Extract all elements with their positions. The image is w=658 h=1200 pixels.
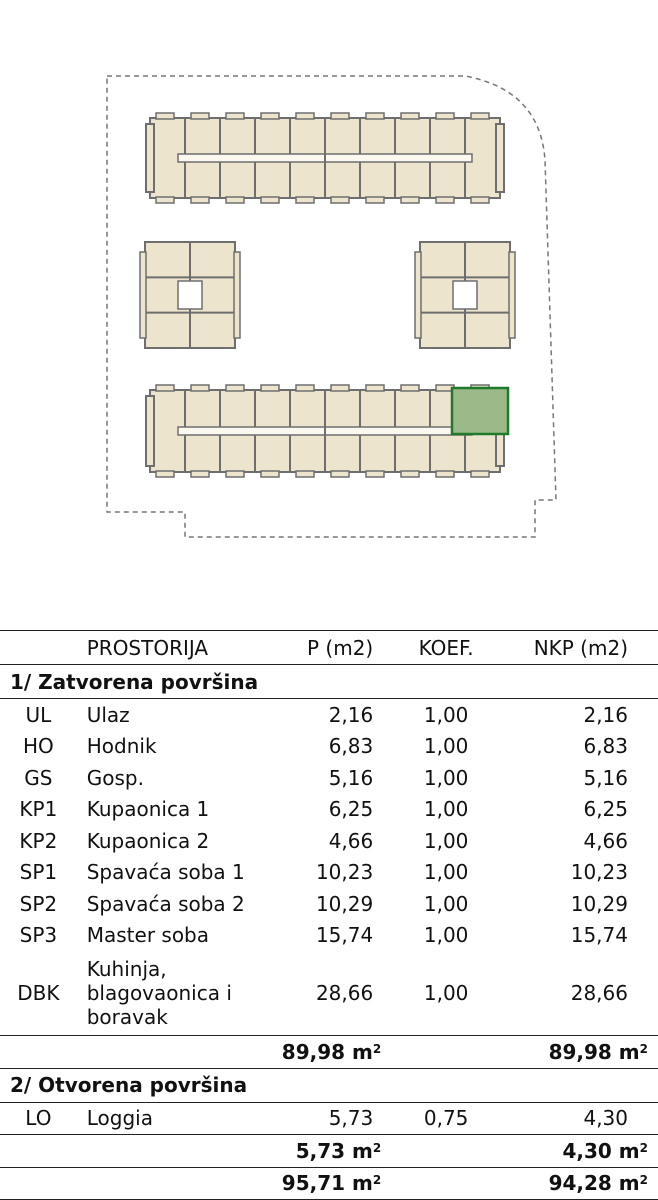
floor-plan-room bbox=[146, 396, 154, 466]
header-room: PROSTORIJA bbox=[86, 635, 209, 660]
floor-plan-balcony bbox=[261, 113, 279, 119]
floor-plan-balcony bbox=[509, 252, 515, 338]
header-coef: KOEF. bbox=[418, 635, 474, 660]
table-row bbox=[0, 794, 658, 826]
floor-plan-balcony bbox=[191, 471, 209, 477]
subtotal-area: 5,73 $m^2$ bbox=[295, 1138, 382, 1163]
floor-plan-balcony bbox=[191, 197, 209, 203]
floor-plan-balcony bbox=[415, 252, 421, 338]
floor-plan-balcony bbox=[366, 197, 384, 203]
room-coef: 1,00 bbox=[423, 734, 469, 759]
table-row bbox=[0, 951, 658, 1036]
table-header-row bbox=[0, 631, 658, 665]
room-area: 5,16 bbox=[328, 765, 374, 790]
room-code: HO bbox=[22, 734, 54, 759]
table-row bbox=[0, 857, 658, 889]
room-name: Gosp. bbox=[86, 765, 144, 790]
room-area: 15,74 bbox=[315, 923, 374, 948]
room-code: KP1 bbox=[19, 797, 58, 822]
table-row bbox=[0, 731, 658, 763]
section-closed-title-row bbox=[0, 665, 658, 699]
section-open-subtotal-row bbox=[0, 1135, 658, 1168]
area-table bbox=[0, 630, 658, 1200]
header-area: P (m2) bbox=[306, 635, 374, 660]
floor-plan-balcony bbox=[140, 252, 146, 338]
table-row bbox=[0, 888, 658, 920]
floor-plan-balcony bbox=[296, 471, 314, 477]
header-nkp: NKP (m2) bbox=[533, 635, 628, 660]
table-row bbox=[0, 920, 658, 952]
room-nkp: 2,16 bbox=[583, 702, 628, 727]
room-coef: 0,75 bbox=[423, 1106, 469, 1131]
section-open-title-row bbox=[0, 1068, 658, 1102]
room-name: Hodnik bbox=[86, 734, 157, 759]
room-nkp: 5,16 bbox=[583, 765, 628, 790]
floor-plan-balcony bbox=[234, 252, 240, 338]
floor-plan-balcony bbox=[366, 385, 384, 391]
floor-plan-balcony bbox=[401, 197, 419, 203]
floor-plan-balcony bbox=[156, 471, 174, 477]
room-code: GS bbox=[24, 765, 53, 790]
floor-plan-balcony bbox=[401, 385, 419, 391]
table-row bbox=[0, 762, 658, 794]
floor-plan-balcony bbox=[331, 471, 349, 477]
room-coef: 1,00 bbox=[423, 923, 469, 948]
room-nkp: 4,30 bbox=[583, 1106, 628, 1131]
total-area: 95,71 $m^2$ bbox=[281, 1171, 382, 1196]
room-nkp: 28,66 bbox=[570, 981, 628, 1005]
highlighted-apartment bbox=[452, 388, 508, 434]
floor-plan-balcony bbox=[401, 471, 419, 477]
table-row bbox=[0, 1102, 658, 1135]
room-code: KP2 bbox=[19, 828, 58, 853]
room-nkp: 10,23 bbox=[570, 860, 628, 885]
total-nkp: 94,28 $m^2$ bbox=[548, 1171, 648, 1196]
room-code: UL bbox=[25, 702, 52, 727]
floor-plan-balcony bbox=[156, 113, 174, 119]
floor-plan-balcony bbox=[226, 385, 244, 391]
floor-plan-balcony bbox=[226, 113, 244, 119]
floor-plan-balcony bbox=[436, 197, 454, 203]
room-coef: 1,00 bbox=[423, 797, 469, 822]
room-name: Kuhinja, blagovaonica i boravak bbox=[86, 957, 232, 1029]
floor-plan-balcony bbox=[296, 385, 314, 391]
room-area: 6,25 bbox=[328, 797, 374, 822]
room-area: 6,83 bbox=[328, 734, 374, 759]
room-coef: 1,00 bbox=[423, 860, 469, 885]
room-code: LO bbox=[25, 1106, 52, 1131]
room-nkp: 10,29 bbox=[570, 891, 628, 916]
room-code: DBK bbox=[17, 981, 60, 1005]
floor-plan-balcony bbox=[471, 197, 489, 203]
table-row bbox=[0, 825, 658, 857]
section-closed-title: 1/ Zatvorena površina bbox=[10, 669, 259, 694]
floor-plan-stair bbox=[178, 281, 202, 309]
room-name: Spavaća soba 1 bbox=[86, 860, 245, 885]
subtotal-area: 89,98 $m^2$ bbox=[281, 1039, 382, 1064]
floor-plan-stair bbox=[453, 281, 477, 309]
room-code: SP3 bbox=[19, 923, 58, 948]
room-coef: 1,00 bbox=[423, 828, 469, 853]
floor-plan-balcony bbox=[226, 471, 244, 477]
room-name: Ulaz bbox=[86, 702, 130, 727]
subtotal-nkp: 4,30 $m^2$ bbox=[562, 1138, 648, 1163]
room-name: Master soba bbox=[86, 923, 209, 948]
floor-plan-balcony bbox=[331, 113, 349, 119]
room-nkp: 6,25 bbox=[583, 797, 628, 822]
room-name: Spavaća soba 2 bbox=[86, 891, 245, 916]
room-code: SP2 bbox=[19, 891, 58, 916]
subtotal-nkp: 89,98 $m^2$ bbox=[548, 1039, 648, 1064]
header-code bbox=[0, 631, 77, 665]
room-area: 2,16 bbox=[328, 702, 374, 727]
room-coef: 1,00 bbox=[423, 702, 469, 727]
room-nkp: 15,74 bbox=[570, 923, 628, 948]
floor-plan-balcony bbox=[226, 197, 244, 203]
floor-plan-room bbox=[496, 124, 504, 192]
floor-plan-balcony bbox=[471, 113, 489, 119]
room-name: Kupaonica 1 bbox=[86, 797, 210, 822]
floor-plan-balcony bbox=[296, 113, 314, 119]
section-closed-subtotal-row bbox=[0, 1036, 658, 1069]
floor-plan-balcony bbox=[331, 197, 349, 203]
floor-plan-balcony bbox=[401, 113, 419, 119]
floor-plan-balcony bbox=[191, 113, 209, 119]
floor-plan-balcony bbox=[191, 385, 209, 391]
grand-total-row bbox=[0, 1167, 658, 1200]
floor-plan-balcony bbox=[436, 471, 454, 477]
floor-plan-balcony bbox=[261, 471, 279, 477]
floor-plan-balcony bbox=[261, 385, 279, 391]
room-area: 4,66 bbox=[328, 828, 374, 853]
floor-plan-balcony bbox=[156, 197, 174, 203]
floor-plan-balcony bbox=[296, 197, 314, 203]
floor-plan-balcony bbox=[471, 471, 489, 477]
floor-plan-balcony bbox=[331, 385, 349, 391]
room-nkp: 4,66 bbox=[583, 828, 628, 853]
floor-plan-room bbox=[146, 124, 154, 192]
room-coef: 1,00 bbox=[423, 765, 469, 790]
room-area: 10,29 bbox=[315, 891, 374, 916]
floor-plan-balcony bbox=[366, 113, 384, 119]
room-name: Loggia bbox=[86, 1106, 153, 1131]
floor-plan-balcony bbox=[261, 197, 279, 203]
table-row bbox=[0, 699, 658, 731]
floor-plan-balcony bbox=[366, 471, 384, 477]
room-nkp: 6,83 bbox=[583, 734, 628, 759]
room-name: Kupaonica 2 bbox=[86, 828, 210, 853]
room-code: SP1 bbox=[19, 860, 58, 885]
room-area: 28,66 bbox=[315, 981, 374, 1005]
room-area: 10,23 bbox=[315, 860, 374, 885]
room-coef: 1,00 bbox=[423, 981, 469, 1005]
floor-plan-balcony bbox=[156, 385, 174, 391]
floor-plan-balcony bbox=[436, 113, 454, 119]
room-coef: 1,00 bbox=[423, 891, 469, 916]
room-area: 5,73 bbox=[328, 1106, 374, 1131]
section-open-title: 2/ Otvorena površina bbox=[10, 1073, 248, 1097]
